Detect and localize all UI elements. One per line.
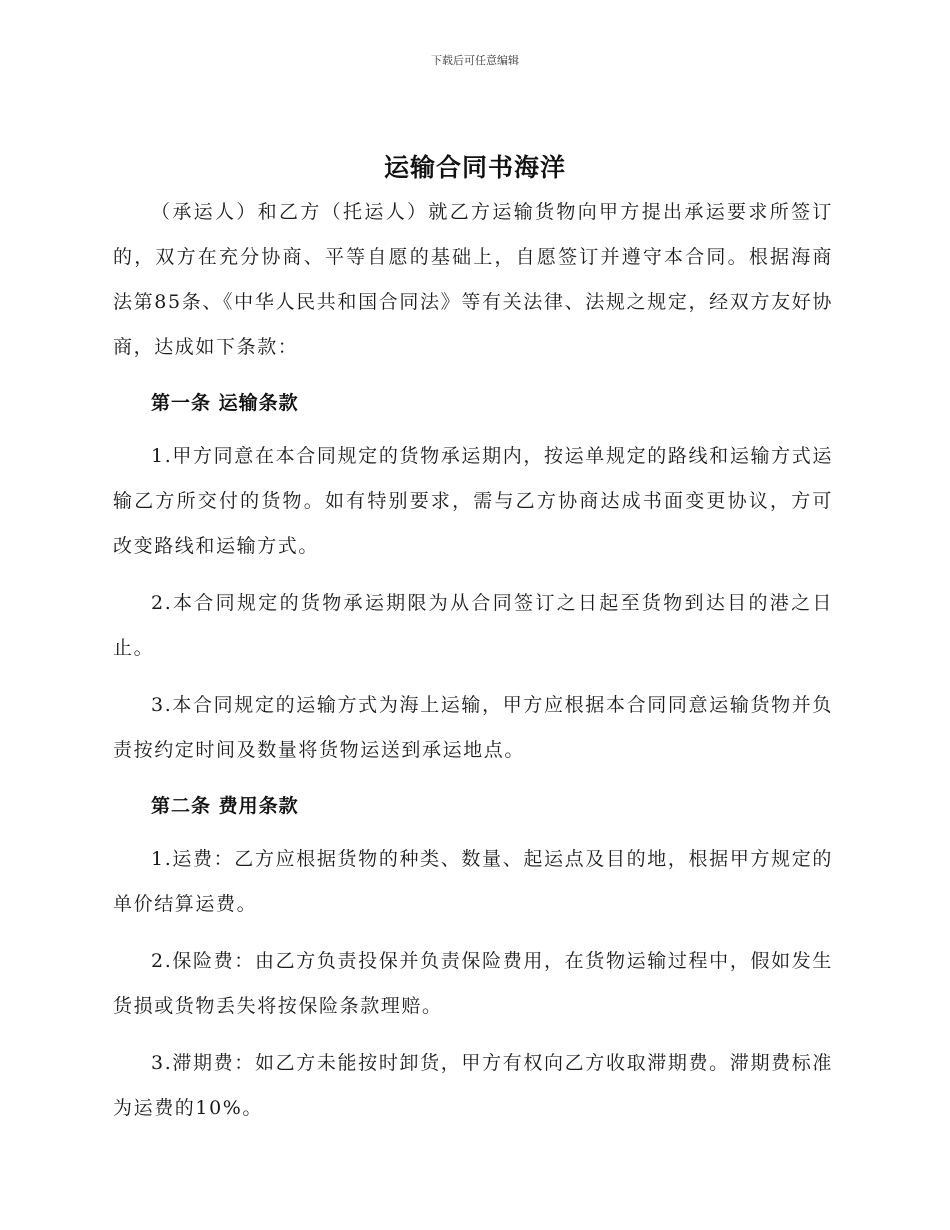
clause-paragraph: 2.保险费：由乙方负责投保并负责保险费用，在货物运输过程中，假如发生货损或货物丢失将按保险条款理赔。 xyxy=(113,950,833,1017)
document-body xyxy=(113,190,833,1143)
section-heading-transport: 第一条 运输条款 xyxy=(151,392,299,414)
header-note: 下载后可任意编辑 xyxy=(431,54,519,67)
intro-paragraph: （承运人）和乙方（托运人）就乙方运输货物向甲方提出承运要求所签订的，双方在充分协商、平等自愿的基础上，自愿签订并遵守本合同。根据海商法第85条、《中华人民共和国合同法》等有关法律、法规之规定，经双方友好协商，达成如下条款： xyxy=(113,201,833,358)
clause-paragraph: 3.本合同规定的运输方式为海上运输，甲方应根据本合同同意运输货物并负责按约定时间及数量将货物运送到承运地点。 xyxy=(113,694,833,761)
clause-paragraph: 2.本合同规定的货物承运期限为从合同签订之日起至货物到达目的港之日止。 xyxy=(113,592,833,659)
clause-paragraph: 1.运费：乙方应根据货物的种类、数量、起运点及目的地，根据甲方规定的单价结算运费。 xyxy=(113,848,833,915)
section-heading-fees: 第二条 费用条款 xyxy=(151,795,299,817)
clause-paragraph: 3.滞期费：如乙方未能按时卸货，甲方有权向乙方收取滞期费。滞期费标准为运费的10%。 xyxy=(113,1052,833,1119)
document-title: 运输合同书海洋 xyxy=(383,153,566,182)
clause-paragraph: 1.甲方同意在本合同规定的货物承运期内，按运单规定的路线和运输方式运输乙方所交付的货物。如有特别要求，需与乙方协商达成书面变更协议，方可改变路线和运输方式。 xyxy=(113,445,833,557)
